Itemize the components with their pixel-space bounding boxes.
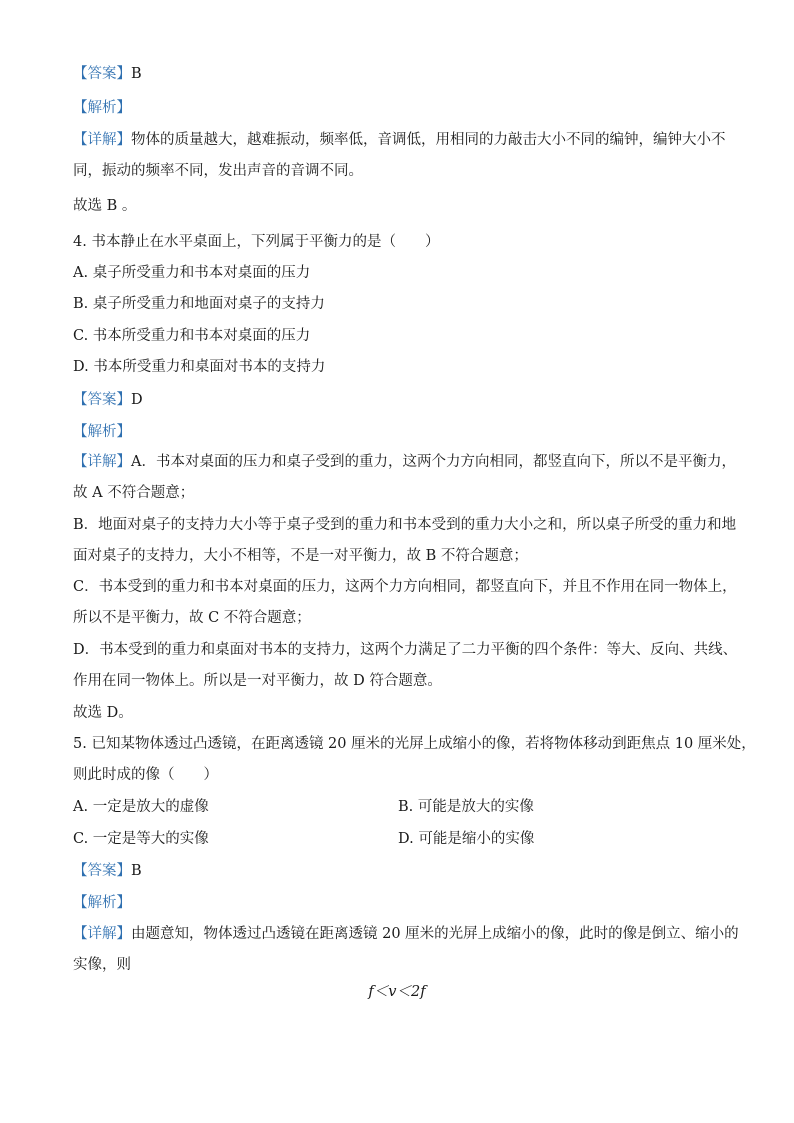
text-line — [73, 546, 528, 566]
line-text: C．书本受到的重力和书本对桌面的压力，这两个力方向相同，都竖直向下，并且不作用在同一物体上， — [73, 579, 737, 595]
option-b: B. 可能是放大的实像 — [398, 799, 534, 815]
line-text: 同，振动的频率不同，发出声音的音调不同。 — [73, 163, 363, 179]
section-tag: 【答案】 — [73, 66, 131, 82]
line-text: 物体的质量越大，越难振动，频率低，音调低，用相同的力敲击大小不同的编钟，编钟大小不 — [131, 132, 726, 148]
section-tag: 【详解】 — [73, 132, 131, 148]
text-line — [73, 357, 325, 377]
line-text: 面对桌子的支持力，大小不相等，不是一对平衡力，故 B 不符合题意； — [73, 548, 528, 564]
line-text: B — [131, 863, 142, 879]
line-text: 故选 B 。 — [73, 198, 137, 214]
line-text: C. 书本所受重力和书本对桌面的压力 — [73, 328, 311, 344]
line-text: B. 桌子所受重力和地面对桌子的支持力 — [73, 296, 325, 312]
answer-line — [73, 390, 143, 410]
line-text: D. 书本所受重力和桌面对书本的支持力 — [73, 359, 326, 375]
section-tag: 【答案】 — [73, 392, 131, 408]
text-line — [73, 452, 736, 472]
text-line — [73, 326, 310, 346]
question-line — [73, 232, 439, 252]
text-line — [73, 703, 133, 723]
answer-line — [73, 64, 142, 84]
option-a: A. 一定是放大的虚像 — [73, 799, 209, 815]
text-line — [73, 671, 442, 691]
formula: f＜v＜2f — [368, 984, 426, 1000]
line-text: 故 A 不符合题意； — [73, 485, 195, 501]
text-line — [73, 196, 136, 216]
line-text: D．书本受到的重力和桌面对书本的支持力，这两个力满足了二力平衡的四个条件：等大、反向、共线、 — [73, 642, 738, 658]
line-text: 作用在同一物体上。所以是一对平衡力，故 D 符合题意。 — [73, 673, 442, 689]
option-d: D. 可能是缩小的实像 — [398, 831, 535, 847]
text-line — [73, 608, 311, 628]
text-line — [73, 955, 131, 975]
option-c: C. 一定是等大的实像 — [73, 831, 209, 847]
text-line — [73, 263, 310, 283]
section-tag: 【详解】 — [73, 454, 131, 470]
text-line — [73, 515, 736, 535]
text-line — [73, 924, 739, 944]
line-text: B — [131, 66, 142, 82]
line-text: B．地面对桌子的支持力大小等于桌子受到的重力和书本受到的重力大小之和，所以桌子所受的重力和地 — [73, 517, 737, 533]
section-tag: 【答案】 — [73, 863, 131, 879]
section-tag: 【详解】 — [73, 926, 131, 942]
line-text: D — [131, 392, 143, 408]
section-tag: 【解析】 — [73, 895, 131, 911]
line-text: A．书本对桌面的压力和桌子受到的重力，这两个力方向相同，都竖直向下，所以不是平衡力， — [131, 454, 736, 470]
text-line — [73, 577, 737, 597]
line-text: 则此时成的像（ ） — [73, 767, 218, 783]
text-line — [73, 483, 194, 503]
text-line — [73, 161, 363, 181]
text-line — [73, 640, 737, 660]
line-text: 由题意知，物体透过凸透镜在距离透镜 20 厘米的光屏上成缩小的像，此时的像是倒立、缩小的 — [131, 926, 739, 942]
line-text: 故选 D。 — [73, 705, 133, 721]
line-text: 实像，则 — [73, 957, 131, 973]
line-text: 5. 已知某物体透过凸透镜，在距离透镜 20 厘米的光屏上成缩小的像，若将物体移动到距焦点 10 厘米处， — [73, 736, 756, 752]
analysis-label — [73, 893, 131, 913]
section-tag: 【解析】 — [73, 100, 131, 116]
answer-line — [73, 861, 142, 881]
text-line — [73, 130, 726, 150]
analysis-label — [73, 98, 131, 118]
text-line — [73, 765, 218, 785]
line-text: A. 桌子所受重力和书本对桌面的压力 — [73, 265, 311, 281]
line-text: 所以不是平衡力，故 C 不符合题意； — [73, 610, 311, 626]
text-line — [73, 294, 325, 314]
question-line — [73, 734, 756, 754]
section-tag: 【解析】 — [73, 424, 131, 440]
analysis-label — [73, 422, 131, 442]
line-text: 4. 书本静止在水平桌面上，下列属于平衡力的是（ ） — [73, 234, 440, 250]
